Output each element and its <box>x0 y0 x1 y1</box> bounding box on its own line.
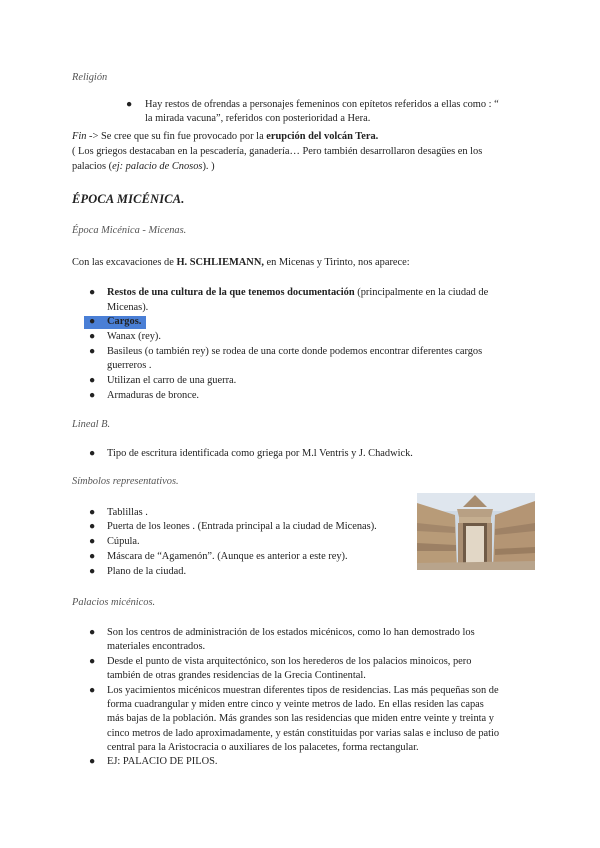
list-item: Cargos. <box>107 316 142 327</box>
paren-line1: ( Los griegos destacaban en la pescadería, ganadería… Pero también desarrollaron desagües en los <box>72 146 483 157</box>
fin-label: Fin <box>72 131 87 142</box>
list-item-text: (principalmente en la ciudad de <box>354 287 489 298</box>
list-item: Basileus (o también rey) se rodea de una corte donde podemos encontrar diferentes cargos <box>107 346 483 357</box>
bullet-icon: ● <box>126 99 133 110</box>
bullet-icon: ● <box>89 390 96 401</box>
lineal-item: Tipo de escritura identificada como griega por M.l Ventris y J. Chadwick. <box>107 448 413 459</box>
paren-italic: ej: palacio de Cnosos <box>112 161 203 172</box>
intro-bold: H. SCHLIEMANN, <box>176 257 264 268</box>
list-item: Wanax (rey). <box>107 331 161 342</box>
religion-heading: Religión <box>72 72 108 83</box>
bullet-icon: ● <box>89 566 96 577</box>
list-item-line: más bajas de la población. Más grandes son las residencias que miden entre veinte y treinta y <box>107 713 494 724</box>
bullet-icon: ● <box>89 346 96 357</box>
paren-b: ). ) <box>202 161 215 172</box>
bullet-icon: ● <box>89 331 96 342</box>
fin-paragraph <box>72 131 378 142</box>
religion-bullet-line2: la mirada vacuna”, referidos con posterioridad a Hera. <box>145 113 371 124</box>
lineal-heading: Lineal B. <box>72 419 111 430</box>
religion-bullet-line1: Hay restos de ofrendas a personajes femeninos con epítetos referidos a ellas como : “ <box>145 99 499 110</box>
bullet-icon: ● <box>89 536 96 547</box>
list-item: Utilizan el carro de una guerra. <box>107 375 237 386</box>
list-item-line: EJ: PALACIO DE PILOS. <box>107 756 218 767</box>
bullet-icon: ● <box>89 521 96 532</box>
bullet-icon: ● <box>89 756 96 767</box>
list-item-line: también de otras grandes residencias de la Grecia Continental. <box>107 670 366 681</box>
list-item-line: materiales encontrados. <box>107 641 206 652</box>
bullet-icon: ● <box>89 627 96 638</box>
list-item <box>107 287 488 298</box>
list-item-line: central para la Aristocracia o auxiliares de los palacetes, forma rectangular. <box>107 742 419 753</box>
bullet-icon: ● <box>89 685 96 696</box>
section-title: ÉPOCA MICÉNICA. <box>72 192 185 206</box>
list-item-line2: guerreros . <box>107 360 152 371</box>
simbolos-heading: Símbolos representativos. <box>72 476 179 487</box>
lion-gate-illustration <box>417 493 535 570</box>
list-item-line: Los yacimientos micénicos muestran diferentes tipos de residencias. Las más pequeñas son de <box>107 685 499 696</box>
palacios-heading: Palacios micénicos. <box>72 597 156 608</box>
list-item: Puerta de los leones . (Entrada principal a la ciudad de Micenas). <box>107 521 377 532</box>
micenas-intro <box>72 257 410 268</box>
list-item: Cúpula. <box>107 536 140 547</box>
bullet-icon: ● <box>89 507 96 518</box>
lion-gate-photo <box>417 493 535 570</box>
bullet-icon: ● <box>89 316 96 327</box>
bullet-icon: ● <box>89 656 96 667</box>
list-item-line: cinco metros de lado aproximadamente, y están constituidas por varias salas e incluso de patio <box>107 728 500 739</box>
bullet-icon: ● <box>89 551 96 562</box>
list-item: Plano de la ciudad. <box>107 566 187 577</box>
list-item-bold: Restos de una cultura de la que tenemos documentación <box>107 287 355 298</box>
list-item-line: Desde el punto de vista arquitectónico, son los herederos de los palacios minoicos, pero <box>107 656 472 667</box>
bullet-icon: ● <box>89 375 96 386</box>
list-item: Tablillas . <box>107 507 148 518</box>
intro-a: Con las excavaciones de <box>72 257 177 268</box>
fin-bold: erupción del volcán Tera. <box>266 131 379 142</box>
list-item-line2: Micenas). <box>107 302 149 313</box>
list-item: Armaduras de bronce. <box>107 390 200 401</box>
fin-text: -> Se cree que su fin fue provocado por la <box>86 131 267 142</box>
bullet-icon: ● <box>89 448 96 459</box>
list-item: Máscara de “Agamenón”. (Aunque es anterior a este rey). <box>107 551 348 562</box>
paren-line2 <box>72 161 215 172</box>
intro-b: en Micenas y Tirinto, nos aparece: <box>263 257 410 268</box>
micenas-heading: Época Micénica - Micenas. <box>72 225 187 236</box>
list-item-line: forma cuadrangular y miden entre cinco y veinte metros de lado. En ellas residen las capas <box>107 699 484 710</box>
bullet-icon: ● <box>89 287 96 298</box>
list-item-line: Son los centros de administración de los estados micénicos, como lo han demostrado los <box>107 627 475 638</box>
paren-a: palacios ( <box>72 161 113 172</box>
